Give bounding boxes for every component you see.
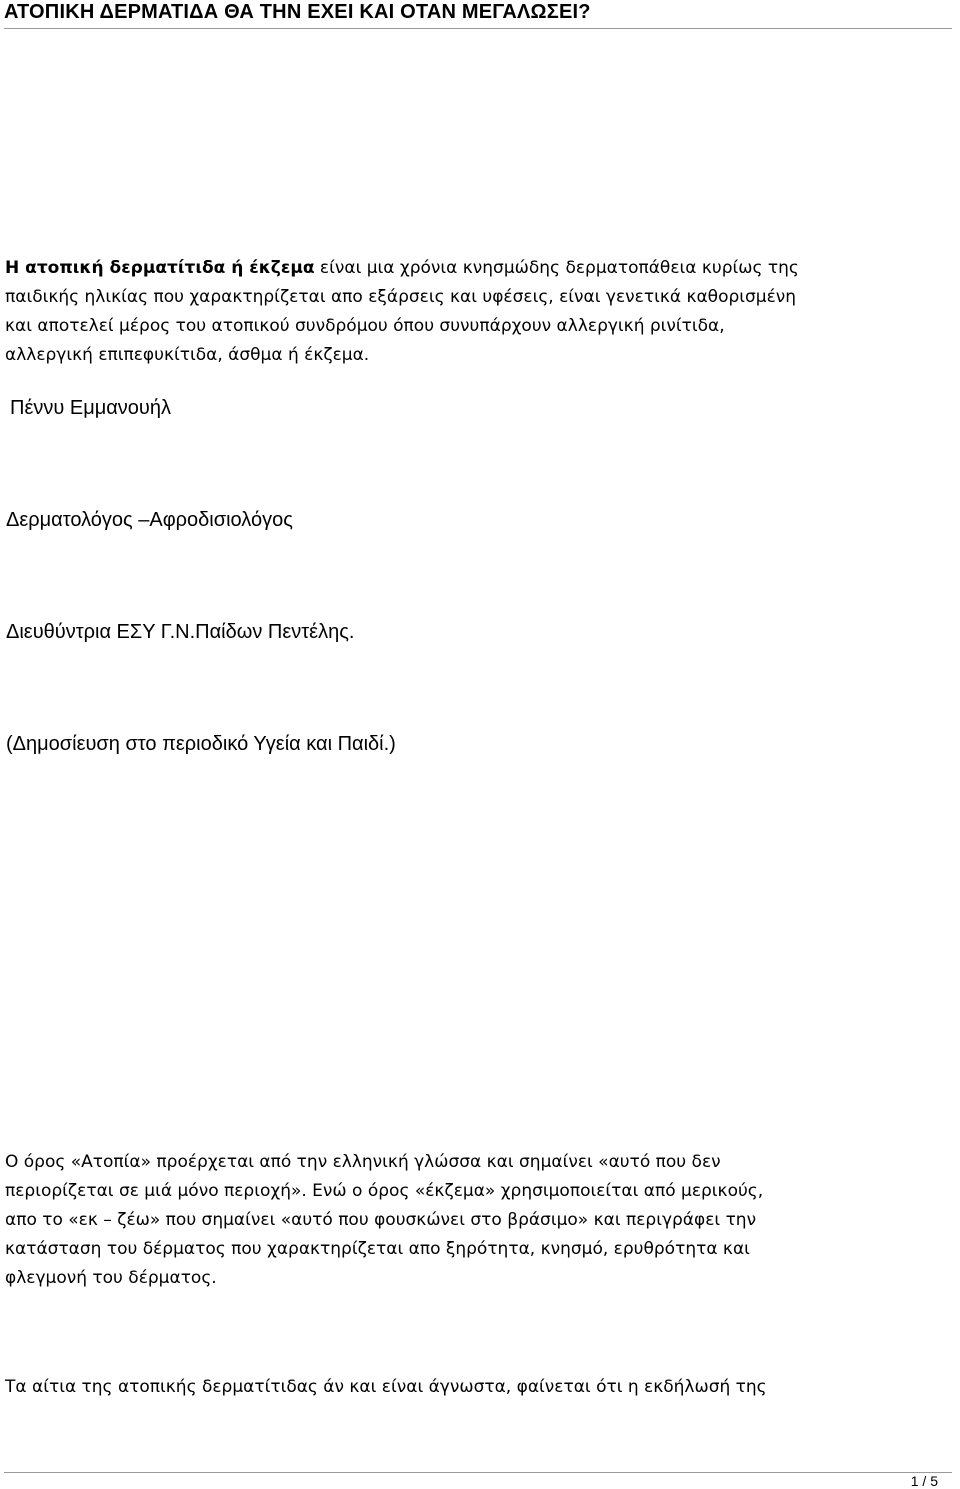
page-title: ΑΤΟΠΙΚΗ ΔΕΡΜΑΤΙΔΑ ΘΑ ΤΗΝ ΕΧΕΙ ΚΑΙ ΟΤΑΝ ΜΕΓΑΛΩΣΕΙ?: [4, 1, 591, 23]
author-specialty: Δερματολόγος –Αφροδισιολόγος: [6, 509, 293, 531]
paragraph-line: περιορίζεται σε μιά μόνο περιοχή». Ενώ ο όρος «έκζεμα» χρησιμοποιείται από μερικούς,: [5, 1181, 764, 1201]
paragraph-definition: [5, 254, 950, 370]
bold-lead-term: Η ατοπική δερματίτιδα ή έκζεμα: [5, 258, 315, 278]
page-number: 1 / 5: [910, 1473, 938, 1489]
footer-divider: [4, 1472, 952, 1473]
paragraph-causes: [5, 1373, 950, 1402]
author-name: Πέννυ Εμμανουήλ: [10, 397, 171, 419]
author-position: Διευθύντρια ΕΣΥ Γ.Ν.Παίδων Πεντέλης.: [6, 621, 355, 643]
paragraph-line: [5, 254, 950, 283]
paragraph-line: Τα αίτια της ατοπικής δερματίτιδας άν και είναι άγνωστα, φαίνεται ότι η εκδήλωσή της: [5, 1377, 767, 1397]
paragraph-etymology: [5, 1148, 950, 1293]
paragraph-line: παιδικής ηλικίας που χαρακτηρίζεται απο εξάρσεις και υφέσεις, είναι γενετικά καθορισμένη: [5, 287, 797, 307]
paragraph-text: είναι μια χρόνια κνησμώδης δερματοπάθεια κυρίως της: [314, 258, 799, 278]
paragraph-line: αλλεργική επιπεφυκίτιδα, άσθμα ή έκζεμα.: [5, 345, 370, 365]
paragraph-line: Ο όρος «Ατοπία» προέρχεται από την ελληνική γλώσσα και σημαίνει «αυτό που δεν: [5, 1152, 721, 1172]
paragraph-line: κατάσταση του δέρματος που χαρακτηρίζεται απο ξηρότητα, κνησμό, ερυθρότητα και: [5, 1239, 750, 1259]
publication-note: (Δημοσίευση στο περιοδικό Υγεία και Παιδί.): [6, 733, 396, 755]
paragraph-line: φλεγμονή του δέρματος.: [5, 1268, 217, 1288]
paragraph-line: απο το «εκ – ζέω» που σημαίνει «αυτό που φουσκώνει στο βράσιμο» και περιγράφει την: [5, 1210, 757, 1230]
paragraph-line: και αποτελεί μέρος του ατοπικού συνδρόμου όπου συνυπάρχουν αλλεργική ρινίτιδα,: [5, 316, 725, 336]
title-divider: [4, 28, 952, 29]
